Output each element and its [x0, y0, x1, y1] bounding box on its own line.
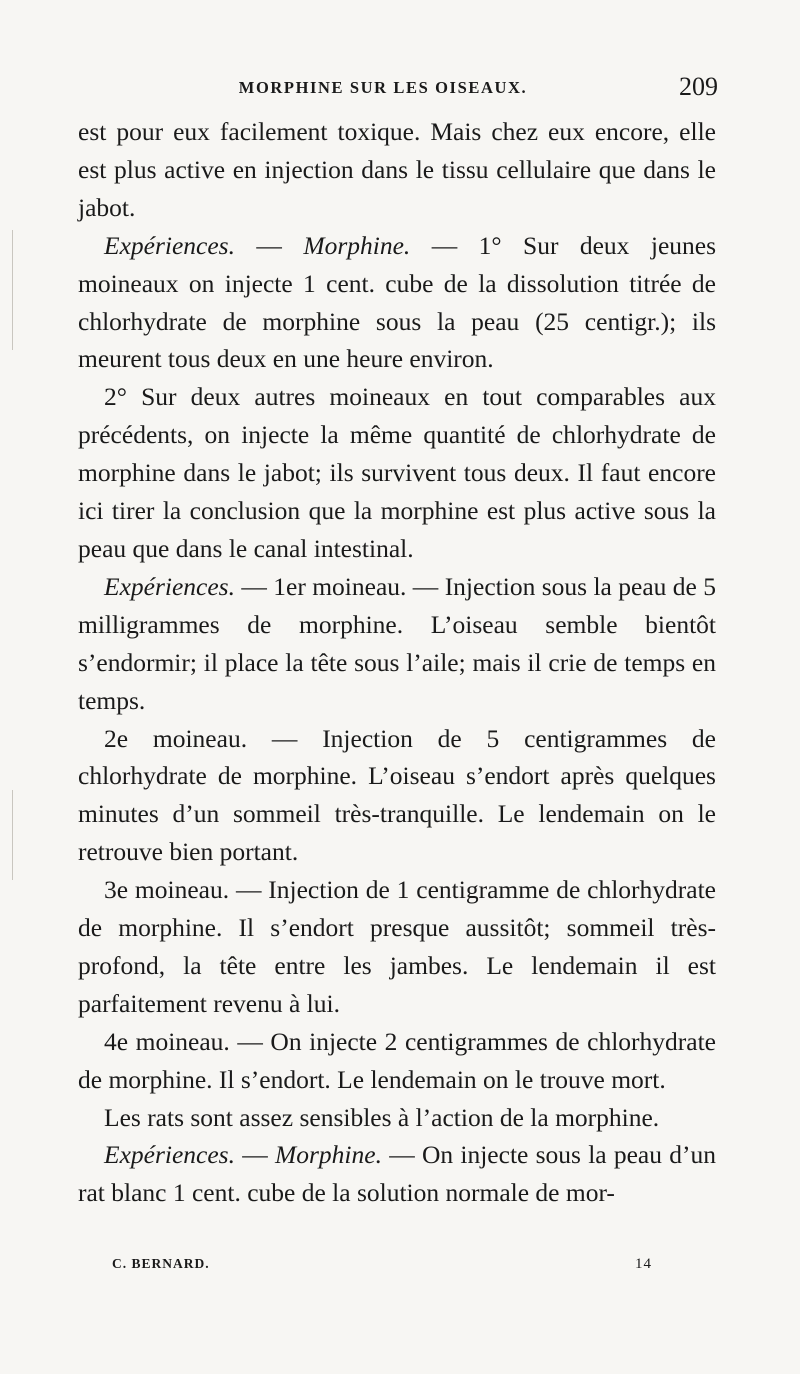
paragraph-label: Expériences. — [104, 230, 235, 260]
paragraph-text: 4e moineau. — On injecte 2 centigrammes de chlorhydrate de morphine. Il s’endort. Le lendemain on le trouve mort. — [78, 1026, 716, 1094]
paragraph-text: 3e moineau. — Injection de 1 centigramme de chlorhydrate de morphine. Il s’endort presque aussitôt; sommeil très-profond, la tête entre les jambes. Le lendemain il est parfaitement revenu à lui. — [78, 875, 716, 1018]
page-number: 209 — [679, 72, 718, 101]
paragraph-text: — 1° Sur deux jeunes moineaux on injecte 1 cent. cube de la dissolution titrée de chlorhydrate de morphine sous la peau (25 centigr.); ils meurent tous deux en une heure environ. — [78, 230, 717, 374]
paragraph-separator: — — [234, 230, 304, 260]
paragraph-text: 2e moineau. — Injection de 5 centigrammes de chlorhydrate de morphine. L’oiseau s’endort après quelques minutes d’un sommeil très-tranquille. Le lendemain on le retrouve bien portant. — [78, 723, 716, 867]
signature-mark: C. BERNARD. — [112, 1256, 210, 1271]
paragraph-label: Expériences. — [104, 571, 235, 601]
paragraph-7 — [78, 1023, 716, 1099]
paragraph-text: — 1er moineau. — Injection sous la peau de 5 milligrammes de morphine. L’oiseau semble bientôt s’endormir; il place la tête sous l’aile; mais il crie de temps en temps. — [78, 571, 716, 715]
paragraph-label-2: Morphine. — [303, 230, 411, 260]
paragraph-1 — [78, 113, 716, 227]
running-title: MORPHINE SUR LES OISEAUX. — [238, 78, 528, 97]
paragraph-5 — [78, 720, 716, 872]
paragraph-3 — [78, 378, 716, 568]
margin-line — [12, 230, 13, 350]
sheet-number: 14 — [635, 1256, 652, 1272]
paragraph-label-2: Morphine. — [275, 1140, 382, 1170]
page-footer — [112, 1256, 652, 1280]
paragraph-8 — [78, 1099, 716, 1137]
paragraph-separator: — — [234, 1140, 275, 1170]
margin-line — [12, 790, 13, 880]
paragraph-text: — On injecte sous la peau d’un rat blanc 1 cent. cube de la solution normale de mor- — [78, 1140, 716, 1208]
paragraph-text: Les rats sont assez sensibles à l’action de la morphine. — [104, 1102, 660, 1132]
paragraph-text: 2° Sur deux autres moineaux en tout comparables aux précédents, on injecte la même quantité de chlorhydrate de morphine dans le jabot; ils survivent tous deux. Il faut encore ici tirer la conclusion que la morphine est plus active sous la peau que dans le canal intestinal. — [78, 382, 716, 563]
running-head — [78, 72, 718, 102]
body-text — [78, 113, 716, 1212]
paragraph-text: est pour eux facilement toxique. Mais chez eux encore, elle est plus active en injection dans le tissu cellulaire que dans le jabot. — [78, 117, 716, 222]
paragraph-4 — [78, 568, 716, 720]
paragraph-label: Expériences. — [104, 1140, 235, 1170]
paragraph-9 — [78, 1136, 716, 1212]
paragraph-2 — [78, 227, 716, 379]
paragraph-6 — [78, 871, 716, 1023]
